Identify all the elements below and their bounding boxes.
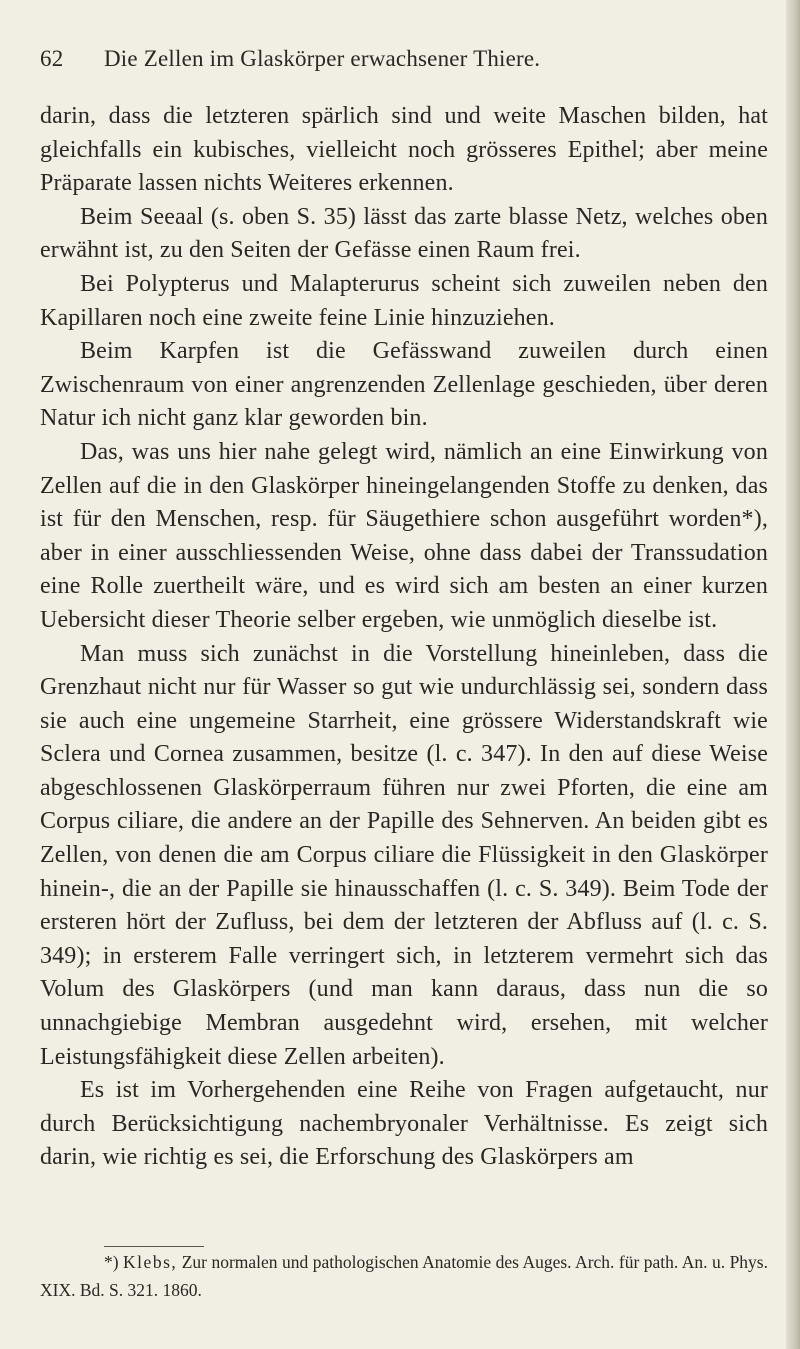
paragraph: Bei Polypterus und Malapterurus scheint sich zuweilen neben den Kapillaren noch eine zweite feine Linie hinzuziehen. — [40, 270, 768, 331]
footnote — [40, 1248, 768, 1304]
page-header — [40, 46, 760, 86]
footnote-marker: *) — [104, 1252, 119, 1272]
paragraph: Es ist im Vorhergehenden eine Reihe von Fragen aufgetaucht, nur durch Berücksichtigung nachembryonaler Verhältnisse. Es zeigt sich darin, wie richtig es sei, die Erforschung des Glaskörpers am — [40, 1077, 768, 1171]
paragraph: Beim Seeaal (s. oben S. 35) lässt das zarte blasse Netz, welches oben erwähnt ist, zu den Seiten der Gefässe einen Raum frei. — [40, 203, 768, 264]
paragraph: Beim Karpfen ist die Gefässwand zuweilen durch einen Zwischenraum von einer angrenzenden Zellenlage geschieden, über deren Natur ich nicht ganz klar geworden bin. — [40, 338, 768, 432]
footnote-author: Klebs, — [123, 1252, 178, 1272]
paragraph: Man muss sich zunächst in die Vorstellung hineinleben, dass die Grenzhaut nicht nur für Wasser so gut wie undurchlässig sei, sondern dass sie auch eine ungemeine Starrheit, eine grössere Widerstandskraft wie Sclera und Cornea zusammen, besitze (l. c. 347). In den auf diese Weise abgeschlossenen Glaskörperraum führen nur zwei Pforten, die eine am Corpus ciliare, die andere an der Papille des Sehnerven. An beiden gibt es Zellen, von denen die am Corpus ciliare die Flüssigkeit in den Glaskörper hinein-, die an der Papille sie hinausschaffen (l. c. S. 349). Beim Tode der ersteren hört der Zufluss, bei dem der letzteren der Abfluss auf (l. c. S. 349); in ersterem Falle verringert sich, in letzterem vermehrt sich das Volum des Glaskörpers (und man kann daraus, dass nun die so unnachgiebige Membran ausgedehnt wird, ersehen, mit welcher Leistungsfähigkeit diese Zellen arbeiten). — [40, 640, 768, 1070]
footnote-rule — [104, 1246, 204, 1247]
paragraph: darin, dass die letzteren spärlich sind und weite Maschen bilden, hat gleichfalls ein kubisches, vielleicht noch grösseres Epithel; aber meine Präparate lassen nichts Weiteres erkennen. — [40, 103, 768, 197]
page-edge — [786, 0, 800, 1349]
footnote-text: Zur normalen und pathologischen Anatomie des Auges. Arch. für path. An. u. Phys. XIX. Bd. S. 321. 1860. — [40, 1252, 768, 1300]
body-text — [40, 100, 768, 1175]
paragraph: Das, was uns hier nahe gelegt wird, nämlich an eine Einwirkung von Zellen auf die in den Glaskörper hineingelangenden Stoffe zu denken, das ist für den Menschen, resp. für Säugethiere schon ausgeführt worden*), aber in einer ausschliessenden Weise, ohne dass dabei der Transsudation eine Rolle zuertheilt wäre, und es wird sich am besten an einer kurzen Uebersicht dieser Theorie selber ergeben, wie unmöglich dieselbe ist. — [40, 438, 768, 633]
page-number: 62 — [40, 46, 64, 71]
running-head: Die Zellen im Glaskörper erwachsener Thiere. — [104, 46, 541, 71]
